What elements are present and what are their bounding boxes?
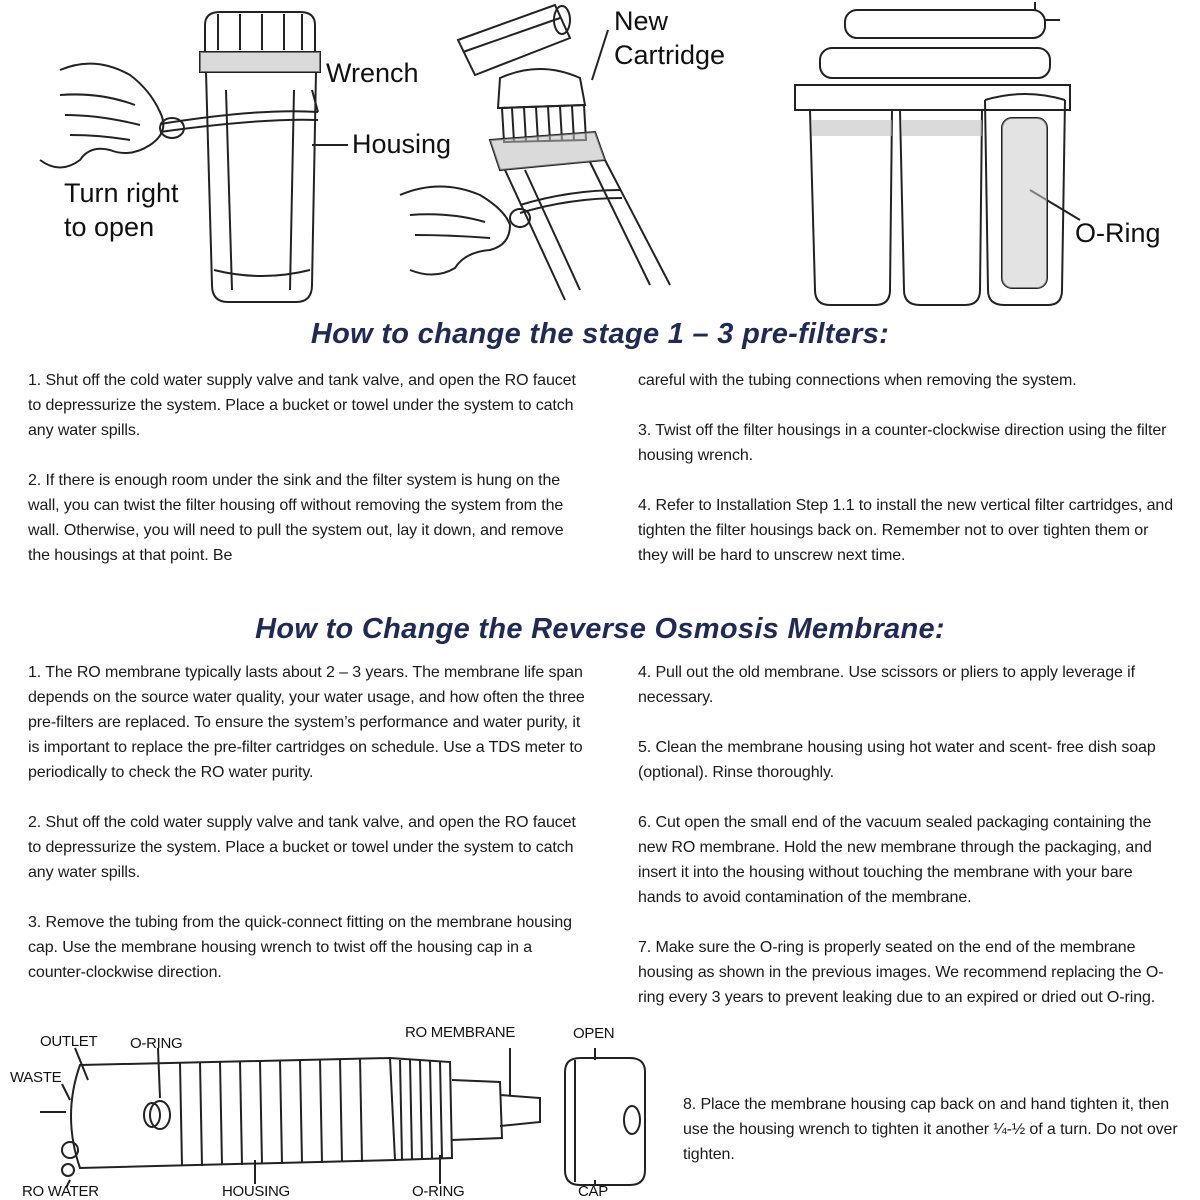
membrane-step-8: 8. Place the membrane housing cap back on and hand tighten it, then use the housing wrench to tighten it another ¼-½ of a turn. Do not over tighten. [683,1096,1178,1163]
prefilter-heading: How to change the stage 1 – 3 pre-filters: [310,318,890,350]
filter-housing-wrench-illustration [0,0,330,315]
membrane-step-3: 3. Remove the tubing from the quick-connect fitting on the membrane housing cap. Use the membrane housing wrench to twist off the housing cap in a counter-clockwise direction. [28,914,572,981]
membrane-step-2: 2. Shut off the cold water supply valve and tank valve, and open the RO faucet to depressurize the system. Place a bucket or towel under the system to catch any water spills. [28,814,576,881]
membrane-right-column [638,660,1178,1010]
membrane-step-4: 4. Pull out the old membrane. Use scissors or pliers to apply leverage if necessary. [638,664,1135,706]
membrane-heading: How to Change the Reverse Osmosis Membrane: [255,613,945,645]
membrane-step-7: 7. Make sure the O-ring is properly seated on the end of the membrane housing as shown in the previous images. We recommend replacing the O-ring every 3 years to prevent leaking due to an expired or dried out O-ring. [638,939,1164,1006]
prefilter-step-3: 3. Twist off the filter housings in a counter-clockwise direction using the filter housing wrench. [638,422,1167,464]
housing-pointer-line [310,140,350,150]
o-ring-label: O-Ring [1075,218,1161,248]
new-cartridge-label-line2: Cartridge [614,40,726,70]
diagram-cap-label: CAP [578,1183,608,1200]
diagram-ro-water-label: RO WATER [22,1183,99,1200]
diagram-waste-label: WASTE [10,1069,62,1086]
turn-right-label-line1: Turn right [64,178,179,208]
wrench-label: Wrench [326,58,419,88]
housing-label: Housing [352,129,452,159]
prefilter-step-1: 1. Shut off the cold water supply valve and tank valve, and open the RO faucet to depressurize the system. Place a bucket or towel under the system to catch any water spills. [28,372,576,439]
prefilter-left-column [28,368,588,568]
ro-system-illustration [780,0,1090,315]
diagram-housing-label: HOUSING [222,1183,290,1200]
diagram-ro-membrane-label: RO MEMBRANE [405,1024,516,1041]
diagram-o-ring-bottom-label: O-RING [412,1183,465,1200]
turn-right-label-line2: to open [64,212,155,242]
membrane-step-5: 5. Clean the membrane housing using hot water and scent- free dish soap (optional). Rinse thoroughly. [638,739,1156,781]
diagram-o-ring-top-label: O-RING [130,1035,183,1052]
prefilter-step-2: 2. If there is enough room under the sink and the filter system is hung on the wall, you can twist the filter housing off without removing the system from the wall. Otherwise, you will need to pull the system out, lay it down, and remove the housings at that point. Be [28,472,564,564]
diagram-open-label: OPEN [573,1025,615,1042]
membrane-step-1: 1. The RO membrane typically lasts about 2 – 3 years. The membrane life span depends on the source water quality, your water usage, and how often the three pre-filters are replaced. To ensure the system’s performance and water purity, it is important to replace the pre-filter cartridges on schedule. Use a TDS meter to periodically to check the RO water purity. [28,664,585,781]
membrane-left-column [28,660,588,985]
membrane-step-6: 6. Cut open the small end of the vacuum sealed packaging containing the new RO membrane. Hold the new membrane through the packaging, and insert it into the housing without touching the membrane with your bare hands to avoid contamination of the membrane. [638,814,1152,906]
prefilter-right-column [638,368,1178,568]
prefilter-step-4: 4. Refer to Installation Step 1.1 to install the new vertical filter cartridges, and tighten the filter housings back on. Remember not to over tighten them or they will be hard to unscrew next time. [638,497,1173,564]
new-cartridge-label-line1: New [614,6,669,36]
prefilter-step-2-cont: careful with the tubing connections when removing the system. [638,372,1077,389]
diagram-outlet-label: OUTLET [40,1033,98,1050]
membrane-housing-diagram [0,1020,660,1200]
